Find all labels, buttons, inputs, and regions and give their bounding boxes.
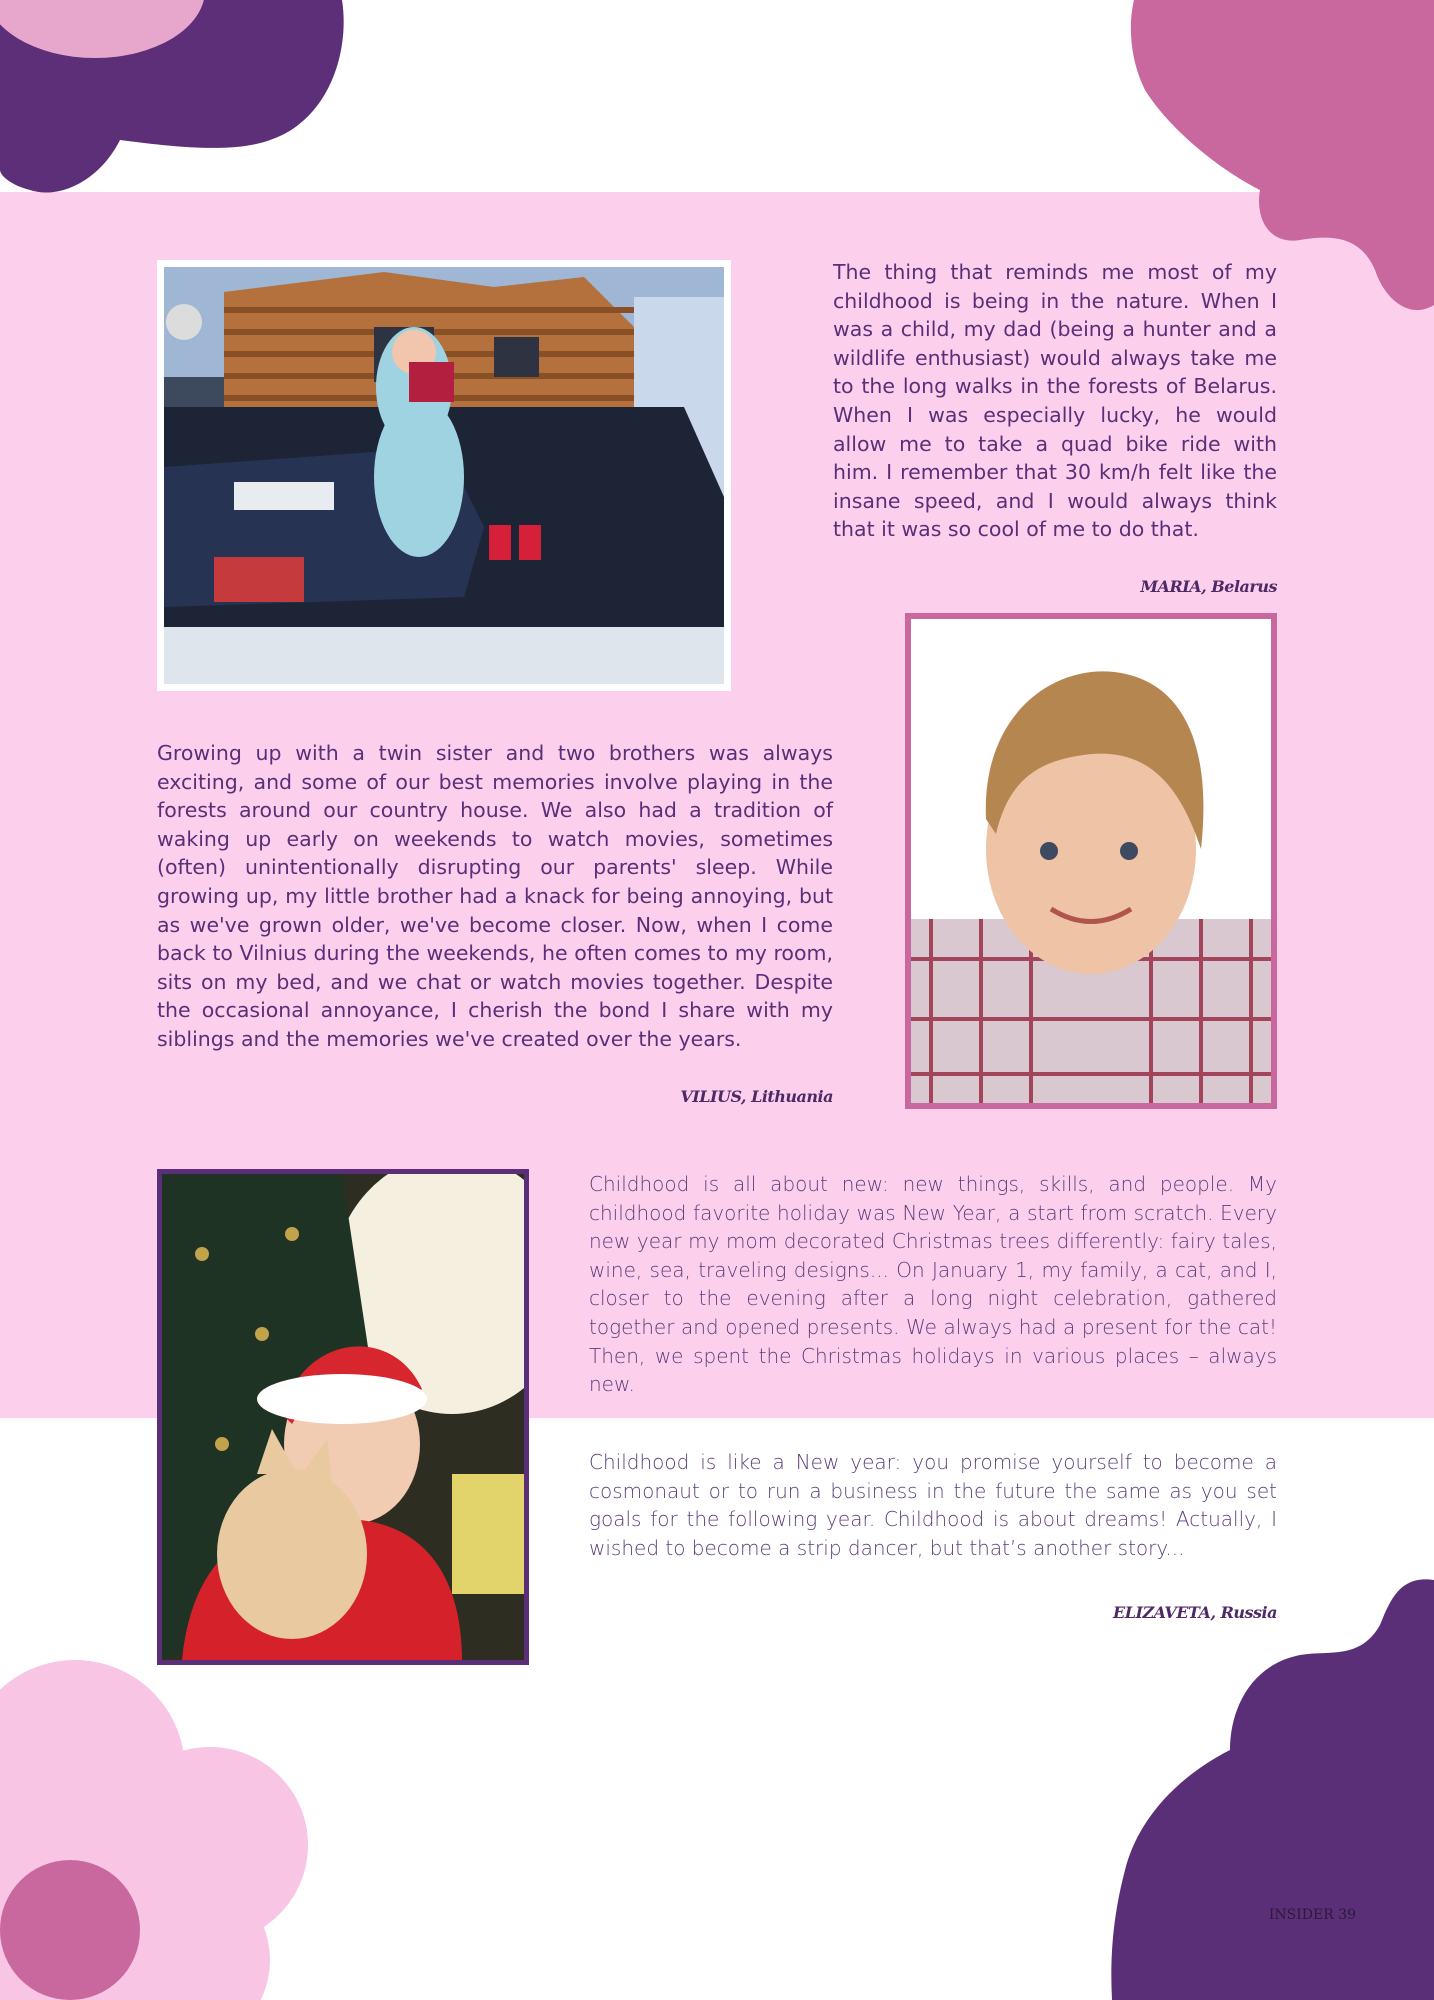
elizaveta-signature: ELIZAVETA, Russia [1113, 1603, 1277, 1622]
vilius-signature: VILIUS, Lithuania [680, 1087, 833, 1106]
maria-signature: MARIA, Belarus [1140, 577, 1277, 596]
snowmobile-photo [157, 260, 731, 691]
maria-story-text: The thing that reminds me most of my childhood is being in the nature. When I was a child, my dad (being a hunter and a wildlife enthusiast) would always take me to the long walks in the forests of Belarus. When I was especially lucky, he would allow me to take a quad bike ride with him. I remember that 30 km/h felt like the insane speed, and I would always think that it was so cool of me to do that. [833, 260, 1277, 542]
elizaveta-story-text-continued: Childhood is like a New year: you promise yourself to become a cosmonaut or to run a business in the future the same as you set goals for the following year. Childhood is about dreams! Actually, I wished to become a strip dancer, but that’s another story... [589, 1450, 1277, 1560]
bottom-left-flower-decoration [0, 1660, 308, 2000]
girl-with-cat-photo [157, 1169, 529, 1665]
boy-portrait-photo [905, 613, 1277, 1109]
elizaveta-story-text: Childhood is all about new: new things, skills, and people. My childhood favorite holiday was New Year, a start from scratch. Every new year my mom decorated Christmas trees differently: fairy tales, wine, sea, traveling designs... On January 1, my family, a cat, and I, closer to the evening after a long night celebration, gathered together and opened presents. We always had a present for the cat! Then, we spent the Christmas holidays in various places – always new. [589, 1172, 1277, 1397]
bottom-right-flower-decoration [1111, 1579, 1434, 2000]
vilius-story-text: Growing up with a twin sister and two brothers was always exciting, and some of our best memories involve playing in the forests around our country house. We also had a tradition of waking up early on weekends to watch movies, sometimes (often) unintentionally disrupting our parents' sleep. While growing up, my little brother had a knack for being annoying, but as we've grown older, we've become closer. Now, when I come back to Vilnius during the weekends, he often comes to my room, sits on my bed, and we chat or watch movies together. Despite the occasional annoyance, I cherish the bond I share with my siblings and the memories we've created over the years. [157, 741, 833, 1051]
page-footer: INSIDER 39 [1268, 1907, 1356, 1923]
